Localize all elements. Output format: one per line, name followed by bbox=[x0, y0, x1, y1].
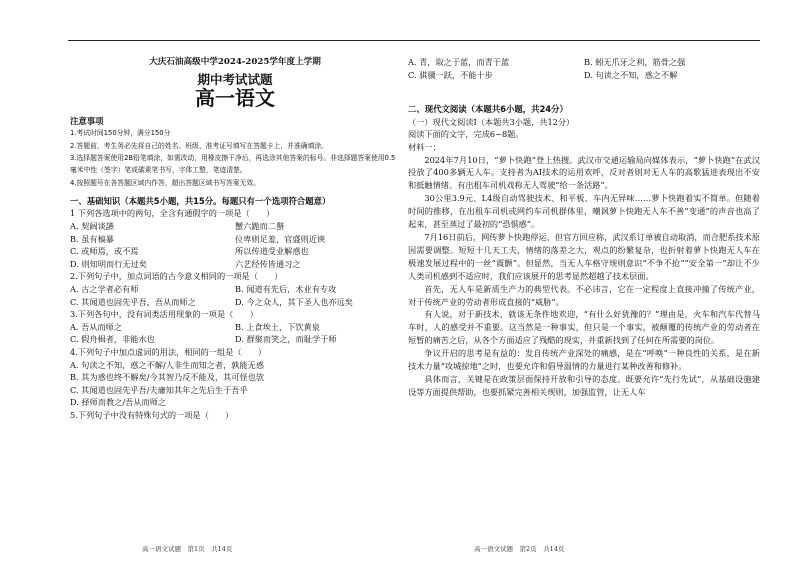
left-column bbox=[70, 44, 400, 422]
q1-option: B. 虽有槁暴 bbox=[70, 233, 114, 244]
article-paragraph: 30公里3.9元、L4级自动驾驶技术、和平板、车内无异味……萝卜快跑着实不简单。但随着时间的推移，在出租车司机或网约车司机群体里，嘲讽萝卜快跑无人车不善“变通”的声音也高了起来，甚至蒸过了最初的“恐惧感”。 bbox=[408, 193, 760, 230]
part1-title: 一、基础知识（本题共5小题，共15分。每题只有一个选项符合题意） bbox=[70, 195, 331, 206]
q5-option: D. 句读之不知，惑之不解 bbox=[584, 69, 678, 80]
q3-option: C. 假舟楫者，非能水也 bbox=[70, 334, 155, 345]
q3-option: A. 吾从而师之 bbox=[70, 321, 123, 332]
q1-stem: 1 下列各选项中的两句，全含有通假字的一项是（ ） bbox=[70, 208, 275, 219]
q5-option: A. 青，取之于蓝，而青于蓝 bbox=[408, 57, 510, 67]
q5-option: C. 骐骥一跃，不能十步 bbox=[408, 69, 493, 80]
q4-option: B. 其为惑也终不解矣/今其智乃反不能及，其可怪也欤 bbox=[70, 372, 265, 383]
article-paragraph: 2024年7月10日，“萝卜快跑”登上热搜。武汉市交通运输局向媒体表示，“萝卜快跑”在武汉投放了400多辆无人车。支持者为AI技术的运用欢呼，反对者则对无人车的高歌猛进表现出不安和抵触情绪。有出租车司机戏称无人驾驶“给一条活路”。 bbox=[408, 154, 760, 191]
note-item: 3.选择题答案使用2B铅笔填涂，如需改动，用橡皮擦干净后，再选涂其他答案的标号。非选择题答案使用0.5毫米中性（签字）笔或碳素笔书写，字体工整，笔迹清楚。 bbox=[70, 153, 396, 175]
q5-stem: 5.下列句子中没有特殊句式的一项是（ ） bbox=[70, 409, 234, 420]
footer-page-1: 高一语文试题 第1页 共14页 bbox=[142, 545, 233, 553]
q2-stem: 2.下列句子中，加点词语的古今意义相同的一项是（ ） bbox=[70, 271, 283, 282]
notes-title: 注意事项 bbox=[70, 115, 104, 126]
article-paragraph: 具体而言，关键是在政策层面保持开放和引导的态度。既要允许“先行先试”，从基础设施建设等方面提供帮助，也要抓紧完善相关规则，加强监管，让无人车 bbox=[408, 373, 760, 397]
material-label: 材料一： bbox=[408, 141, 441, 152]
note-item: 2.答题前，考生务必先将自己的姓名、班级、准考证号填写在答题卡上，并准确填涂。 bbox=[70, 141, 328, 150]
q5-option: B. 蚓无爪牙之利，筋骨之强 bbox=[584, 57, 686, 67]
q3-option: D. 群聚而笑之，而耻学于师 bbox=[235, 334, 337, 345]
q1-option: 蟹六跪而二螯 bbox=[235, 221, 285, 232]
q3-stem: 3.下列各句中，没有词类活用现象的一项是（ ） bbox=[70, 309, 258, 320]
part2-instruction: 阅读下面的文字，完成6~8题。 bbox=[408, 129, 524, 140]
subject-title: 高一语文 bbox=[195, 86, 275, 111]
q2-option: A. 古之学者必有师 bbox=[70, 284, 139, 295]
right-column bbox=[408, 44, 760, 399]
q4-stem: 4.下列句子中加点虚词的用法，相同的一组是（ ） bbox=[70, 346, 267, 357]
q4-option: A. 句读之不知，惑之不解/人非生而知之者，孰能无惑 bbox=[70, 359, 265, 370]
article-paragraph: 7月16日前后，网传萝卜快跑停运，但官方回应称，武汉系订单被自动取消，而合肥系技术原因需要调整。短短十几天工夫，情绪的落差之大，观点的纷繁复杂，也折射着萝卜快跑无人车在极速发展过程中的一丝“震颤”。但显然，当无人车格守规则意识“不争不抢”“安全第一”却让不少人类司机感到不适应时，我们应该展开的思考显然超越了技术层面。 bbox=[408, 232, 760, 281]
q1-option: 位卑则足羞，官盛则近谀 bbox=[235, 233, 326, 244]
note-item: 4.按照题号在各答题区域内作答，超出答题区域书写答案无效。 bbox=[70, 178, 260, 187]
q1-option: A. 契阔谈讌 bbox=[70, 221, 114, 232]
q1-option: 所以传道受业解惑也 bbox=[235, 246, 309, 257]
q2-option: B. 闻道有先后，术业有专攻 bbox=[235, 284, 337, 295]
q3-option: B. 上食埃土，下饮黄泉 bbox=[235, 321, 320, 332]
part2-title: 二、现代文阅读（本题共6小题，共24分） bbox=[408, 104, 568, 115]
q2-option: D. 今之众人，其下圣人也亦远矣 bbox=[235, 296, 353, 307]
q1-option: C. 或师焉，或不焉 bbox=[70, 246, 139, 257]
school-name: 大庆石油高级中学2024-2025学年度上学期 bbox=[149, 57, 321, 67]
exam-title: 期中考试试题 bbox=[197, 71, 273, 87]
q4-option: C. 其闻道也固先乎吾/夫庸知其年之先后生于吾乎 bbox=[70, 384, 248, 395]
article-paragraph: 有人说，对于新技术，就该无条件地欢迎，“有什么好犹豫的？”理由是，火车和汽车代替马车时，人的感受并不重要。这当然是一种事实，但只是一个事实，被颠覆的传统产业的劳动者在短暂的痛苦之后，从各个方面适应了残酷的现实，并重新找到了任何在所需要的岗位。 bbox=[408, 309, 760, 346]
note-item: 1.考试时间150分钟，满分150分 bbox=[70, 129, 171, 138]
q2-option: C. 其闻道也固先乎吾，吾从而师之 bbox=[70, 296, 196, 307]
part2-subtitle: （一）现代文阅读Ⅰ（本题共3小题，共12分） bbox=[408, 116, 575, 127]
header-rule bbox=[68, 40, 760, 41]
article-paragraph: 争议开启的思考是有益的：发自传统产业深处的痛感，是在“呼唤”一种良性的关系，是在新技术力量“攻城掠地”之时，也要允许和倡导温情的力量进行某种改善和修补。 bbox=[408, 348, 760, 372]
footer-page-2: 高一语文试题 第2页 共14页 bbox=[474, 545, 565, 553]
q4-option: D. 择师而教之/吾从而师之 bbox=[70, 397, 167, 408]
q1-option: D. 则知明而行无过矣 bbox=[70, 258, 147, 269]
q1-option: 六艺经传皆通习之 bbox=[235, 258, 301, 269]
article-paragraph: 首先，无人车是新质生产力的典型代表。不必讳言，它在一定程度上直接冲撞了传统产业，对于传统产业的劳动者形成直接的“威胁”。 bbox=[408, 283, 760, 307]
